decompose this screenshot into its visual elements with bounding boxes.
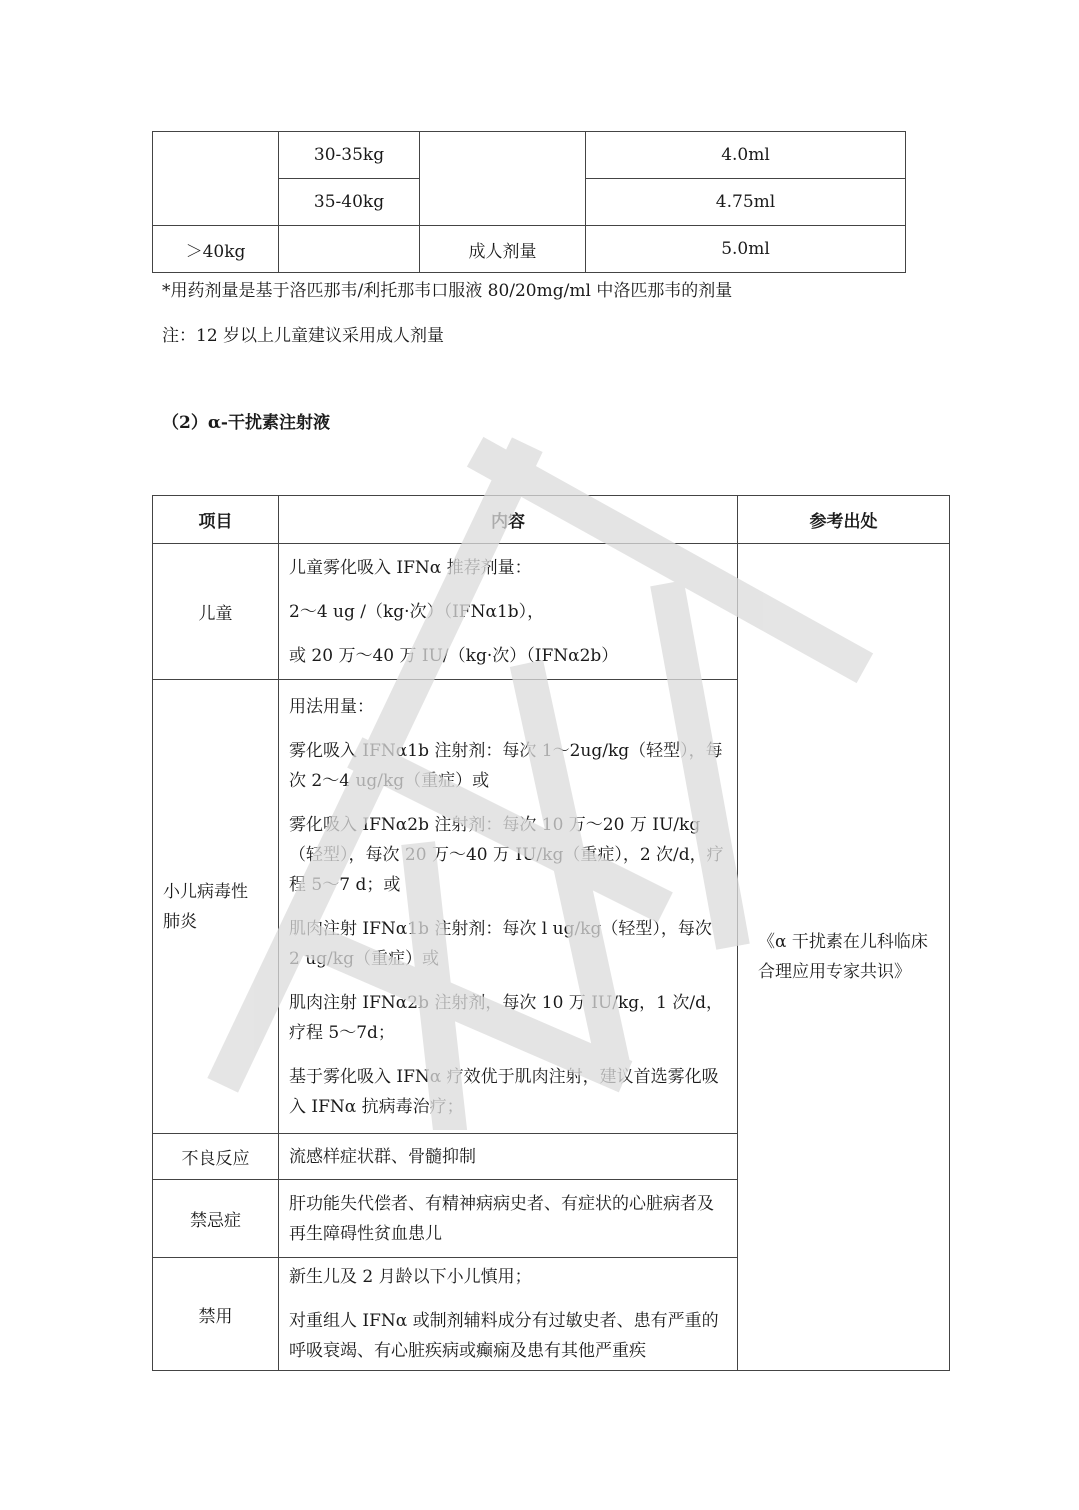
table-row bbox=[153, 226, 906, 273]
content-line: 肌肉注射 IFNα2b 注射剂，每次 10 万 IU/kg，1 次/d，疗程 5～7d； bbox=[289, 992, 723, 1043]
content-cell bbox=[279, 1258, 738, 1371]
volume-cell: 5.0ml bbox=[586, 226, 906, 273]
content-line: 流感样症状群、骨髓抑制 bbox=[289, 1146, 476, 1167]
content-cell bbox=[279, 1134, 738, 1180]
content-line: 儿童雾化吸入 IFNα 推荐剂量： bbox=[289, 557, 532, 578]
dosage-table bbox=[152, 131, 906, 273]
item-cell: 不良反应 bbox=[153, 1134, 279, 1180]
table-header-row bbox=[153, 496, 950, 544]
volume-cell: 4.75ml bbox=[586, 179, 906, 226]
item-cell: 禁忌症 bbox=[153, 1180, 279, 1258]
section-heading: （2）α-干扰素注射液 bbox=[162, 413, 330, 433]
content-line: 对重组人 IFNα 或制剂辅料成分有过敏史者、患有严重的呼吸衰竭、有心脏疾病或癫痫及患有其他严重疾 bbox=[289, 1311, 719, 1361]
content-line: 2～4 ug /（kg·次）（IFNα1b）， bbox=[289, 601, 545, 622]
content-line: 肝功能失代偿者、有精神病病史者、有症状的心脏病者及再生障碍性贫血患儿 bbox=[289, 1193, 714, 1244]
header-content: 内容 bbox=[279, 496, 738, 544]
item-cell: 禁用 bbox=[153, 1258, 279, 1371]
item-label: 小儿病毒性肺炎 bbox=[163, 881, 248, 932]
content-line: 肌肉注射 IFNα1b 注射剂：每次 l ug/kg（轻型），每次 2 ug/kg（重症）或 bbox=[289, 918, 712, 969]
note: 注：12 岁以上儿童建议采用成人剂量 bbox=[162, 326, 445, 346]
weight-cell: 30-35kg bbox=[279, 132, 420, 179]
category-cell: ＞40kg bbox=[153, 226, 279, 273]
reference-cell bbox=[738, 544, 950, 1371]
weight-cell bbox=[279, 226, 420, 273]
content-line: 或 20 万～40 万 IU/（kg·次）（IFNα2b） bbox=[289, 645, 619, 666]
table-row bbox=[153, 544, 950, 680]
header-item: 项目 bbox=[153, 496, 279, 544]
content-line: 雾化吸入 IFNα2b 注射剂：每次 10 万～20 万 IU/kg（轻型），每次 20 万～40 万 IU/kg（重症），2 次/d，疗程 5～7 d；或 bbox=[289, 814, 724, 895]
interferon-table bbox=[152, 495, 950, 1371]
content-line: 基于雾化吸入 IFNα 疗效优于肌肉注射，建议首选雾化吸入 IFNα 抗病毒治疗； bbox=[289, 1066, 719, 1117]
content-line: 雾化吸入 IFNα1b 注射剂：每次 1～2ug/kg（轻型），每次 2～4 ug/kg（重症）或 bbox=[289, 740, 723, 791]
item-cell: 儿童 bbox=[153, 544, 279, 680]
table-cell bbox=[153, 132, 279, 226]
table-row bbox=[153, 132, 906, 179]
footnote: *用药剂量是基于洛匹那韦/利托那韦口服液 80/20mg/ml 中洛匹那韦的剂量 bbox=[162, 281, 733, 301]
content-line: 用法用量： bbox=[289, 696, 374, 717]
dose-type-cell: 成人剂量 bbox=[420, 226, 586, 273]
item-cell bbox=[153, 680, 279, 1134]
reference-text: 《α 干扰素在儿科临床合理应用专家共识》 bbox=[758, 932, 928, 982]
volume-cell: 4.0ml bbox=[586, 132, 906, 179]
weight-cell: 35-40kg bbox=[279, 179, 420, 226]
content-cell bbox=[279, 544, 738, 680]
content-cell bbox=[279, 680, 738, 1134]
content-line: 新生儿及 2 月龄以下小儿慎用； bbox=[289, 1267, 532, 1287]
table-cell bbox=[420, 132, 586, 226]
content-cell bbox=[279, 1180, 738, 1258]
header-reference: 参考出处 bbox=[738, 496, 950, 544]
